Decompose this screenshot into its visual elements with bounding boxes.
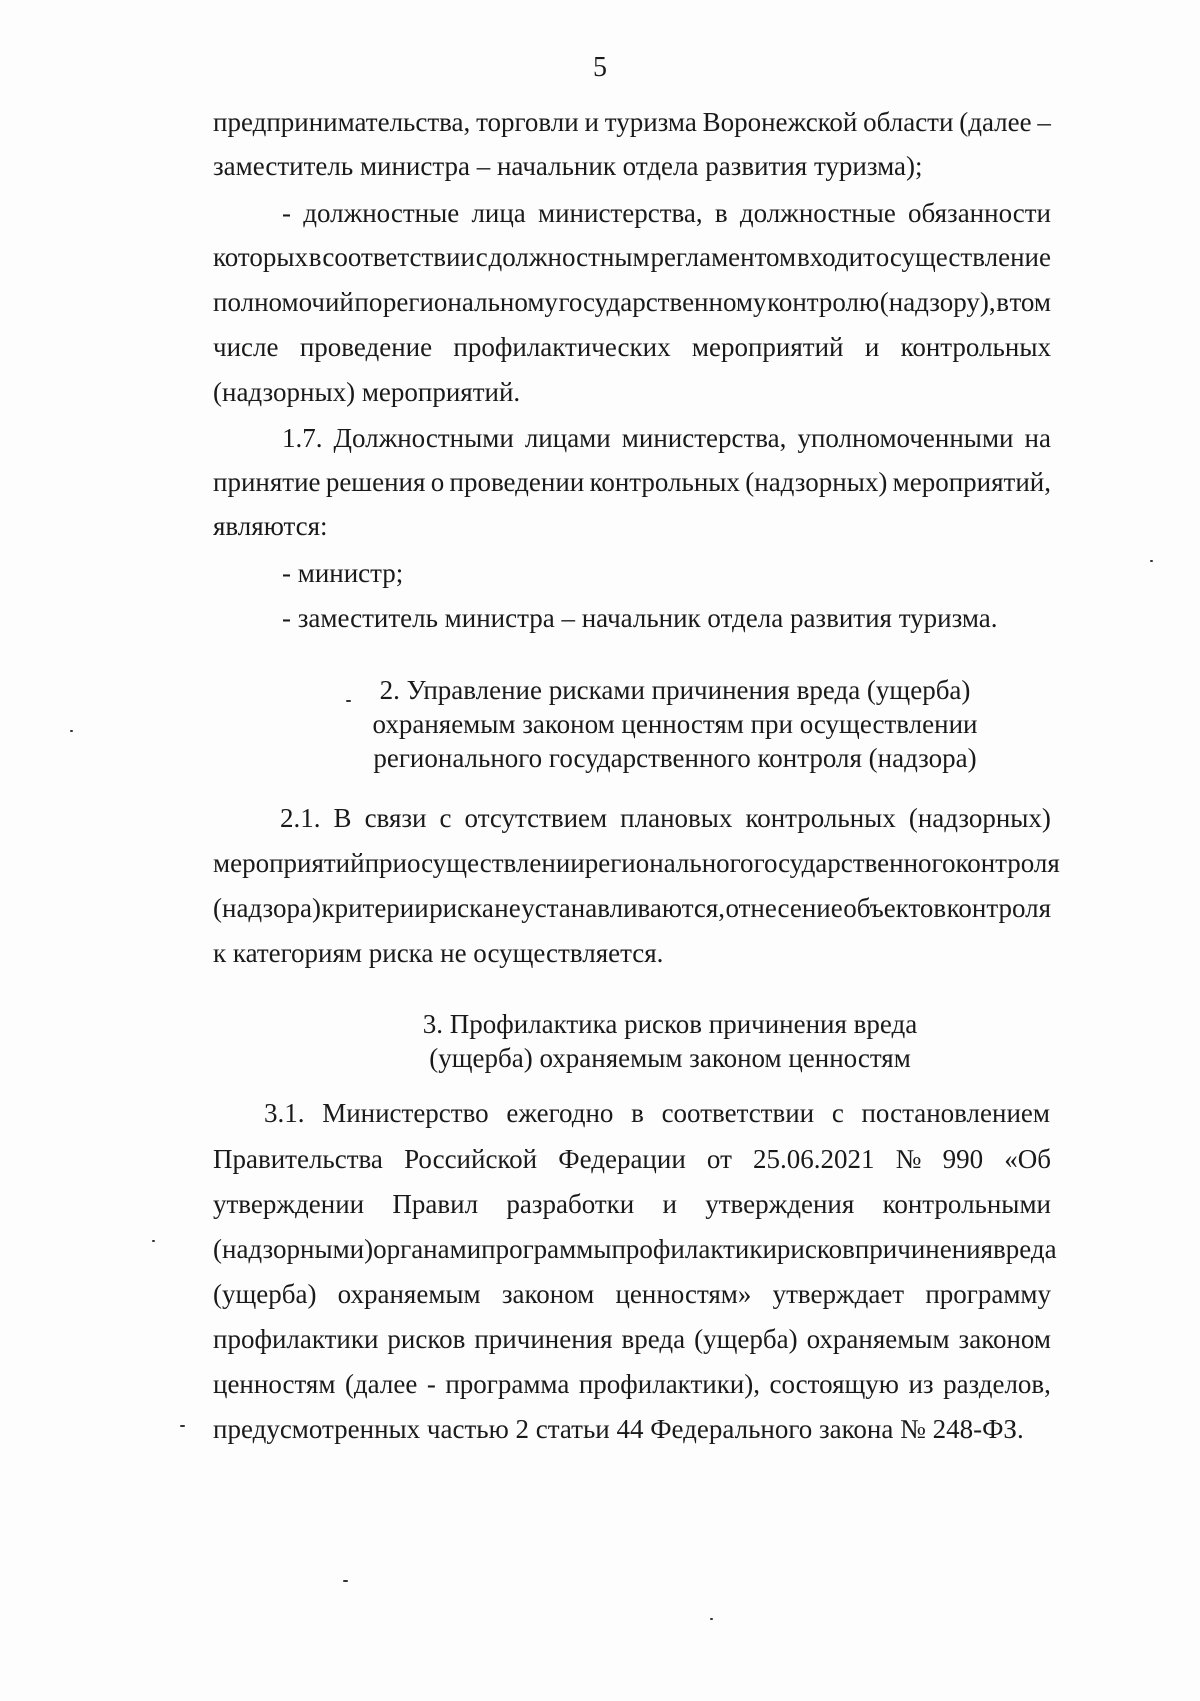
list-item: - заместитель министра – начальник отдела развития туризма. [282,603,998,633]
heading-line: охраняемым законом ценностям при осуществлении [372,709,978,739]
word: Должностными [333,423,514,453]
word: утверждения [705,1189,855,1219]
text-line [213,1367,1051,1401]
scan-speck [346,700,351,702]
word: Воронежской [702,107,858,137]
word: профилактики), [578,1369,760,1399]
text-line [213,1322,1051,1356]
word: разделов, [943,1369,1051,1399]
scan-speck [710,1618,713,1620]
word: в [308,242,322,272]
word: (ущерба) [213,1279,317,1309]
text-line [213,465,1051,499]
scan-speck [70,730,73,732]
text-line: заместитель министра – начальник отдела развития туризма); [213,151,923,181]
text-line [213,240,1051,274]
scan-speck [1150,560,1153,562]
word: утверждении [213,1189,365,1219]
word: (надзорных) [745,467,888,497]
word: - [282,198,291,228]
text-line [213,105,1051,139]
word: органами [373,1234,482,1264]
word: связи [364,803,427,833]
word: министерства, [538,198,703,228]
word: осуществление [875,242,1051,272]
word: – [1037,107,1051,137]
word: (надзорных) [908,803,1051,833]
word: контроля [946,893,1051,923]
word: полномочий [213,287,354,317]
word: 3.1. [264,1098,305,1128]
word: области [863,107,954,137]
text-line [282,196,1051,230]
word: и [584,107,599,137]
word: Правительства [213,1144,383,1174]
word: от [706,1144,732,1174]
heading-line: 2. Управление рисками причинения вреда (ущерба) [379,675,971,705]
text-line [213,846,1060,880]
word: не [494,893,521,923]
word: мероприятий [213,848,365,878]
word: контрольными [882,1189,1051,1219]
word: о [430,467,445,497]
scan-speck [180,1425,185,1427]
word: числе [213,332,279,362]
word: вреда [993,1234,1057,1264]
word: рисков [776,1234,855,1264]
word: рисков [387,1324,466,1354]
word: торговли [476,107,579,137]
word: 25.06.2021 [753,1144,875,1174]
word: (надзору), [879,287,996,317]
word: должностным [488,242,650,272]
word: регламентом [650,242,797,272]
word: «Об [1004,1144,1051,1174]
text-line [264,1096,1050,1130]
heading-line: 3. Профилактика рисков причинения вреда [422,1009,918,1039]
word: № [895,1144,922,1174]
word: принятие [213,467,321,497]
word: профилактических [453,332,671,362]
text-line [213,285,1051,319]
word: (ущерба) [694,1324,798,1354]
list-item: - министр; [282,558,404,588]
text-line: являются: [213,511,328,541]
word: лица [471,198,526,228]
word: программа [445,1369,570,1399]
word: вреда [621,1324,686,1354]
word: должностные [739,198,896,228]
word: туризма [604,107,697,137]
word: ценностям» [615,1279,752,1309]
word: охраняемым [806,1324,950,1354]
text-line [280,801,1051,835]
word: (далее [959,107,1032,137]
word: отсутствием [464,803,608,833]
word: решения [325,467,426,497]
word: причинения [474,1324,613,1354]
word: Федерации [558,1144,686,1174]
scan-speck [152,1240,155,1242]
text-line: (надзорных) мероприятий. [213,377,521,407]
word: должностные [303,198,460,228]
word: в [714,198,728,228]
word: плановых [620,803,733,833]
word: осуществлении [407,848,585,878]
word: постановлением [861,1098,1050,1128]
text-line [282,421,1051,455]
word: министерства, [621,423,787,453]
word: обязанности [908,198,1051,228]
word: 990 [942,1144,984,1174]
word: контрольных [589,467,740,497]
word: ценностям [213,1369,336,1399]
word: проведение [299,332,433,362]
word: проведении [449,467,585,497]
word: риска [429,893,494,923]
word: утверждает [772,1279,905,1309]
word: входит [796,242,875,272]
word: профилактики [611,1234,777,1264]
word: том [1009,287,1051,317]
word: с [831,1098,844,1128]
word: лицами [524,423,611,453]
word: устанавливаются, [521,893,726,923]
text-line [213,330,1051,364]
text-line [213,891,1051,925]
word: соответствии [322,242,475,272]
word: соответствии [661,1098,815,1128]
word: (надзорными) [213,1234,374,1264]
word: программы [481,1234,612,1264]
word: регионального [584,848,754,878]
text-line [213,1187,1051,1221]
word: состоящую [769,1369,899,1399]
word: критерии [321,893,429,923]
word: государственному [558,287,767,317]
text-line: к категориям риска не осуществляется. [213,938,664,968]
word: 2.1. [280,803,321,833]
text-line [213,1277,1051,1311]
word: В [333,803,352,833]
word: с [439,803,452,833]
word: мероприятий, [892,467,1051,497]
word: программу [925,1279,1051,1309]
word: (надзора) [213,893,321,923]
word: объектов [843,893,947,923]
word: контроля [955,848,1060,878]
word: по [354,287,383,317]
word: региональному [382,287,558,317]
word: мероприятий [691,332,844,362]
text-line: предусмотренных частью 2 статьи 44 Федерального закона № 248-ФЗ. [213,1414,1024,1444]
word: отнесение [725,893,843,923]
word: контролю [767,287,880,317]
word: и [662,1189,677,1219]
word: законом [958,1324,1051,1354]
word: контрольных [900,332,1051,362]
word: - [426,1369,436,1399]
word: в [996,287,1009,317]
word: разработки [506,1189,635,1219]
word: которых [213,242,308,272]
word: при [364,848,407,878]
word: Правил [392,1189,479,1219]
text-line [213,1232,1057,1266]
scan-speck [343,1580,348,1582]
word: и [864,332,880,362]
heading-line: регионального государственного контроля (надзора) [373,743,977,773]
word: в [631,1098,644,1128]
word: причинения [854,1234,994,1264]
word: уполномоченными [797,423,1014,453]
word: охраняемым [337,1279,481,1309]
heading-line: (ущерба) охраняемым законом ценностям [429,1043,911,1073]
word: государственного [753,848,956,878]
word: предпринимательства, [213,107,471,137]
word: контрольных [745,803,896,833]
word: Министерство [322,1098,489,1128]
word: ежегодно [506,1098,614,1128]
word: профилактики [213,1324,379,1354]
page-number: 5 [593,52,607,83]
word: из [908,1369,934,1399]
word: (далее [344,1369,418,1399]
word: на [1024,423,1051,453]
word: законом [501,1279,595,1309]
text-line [213,1142,1051,1176]
word: 1.7. [282,423,323,453]
word: Российской [404,1144,538,1174]
word: с [475,242,488,272]
